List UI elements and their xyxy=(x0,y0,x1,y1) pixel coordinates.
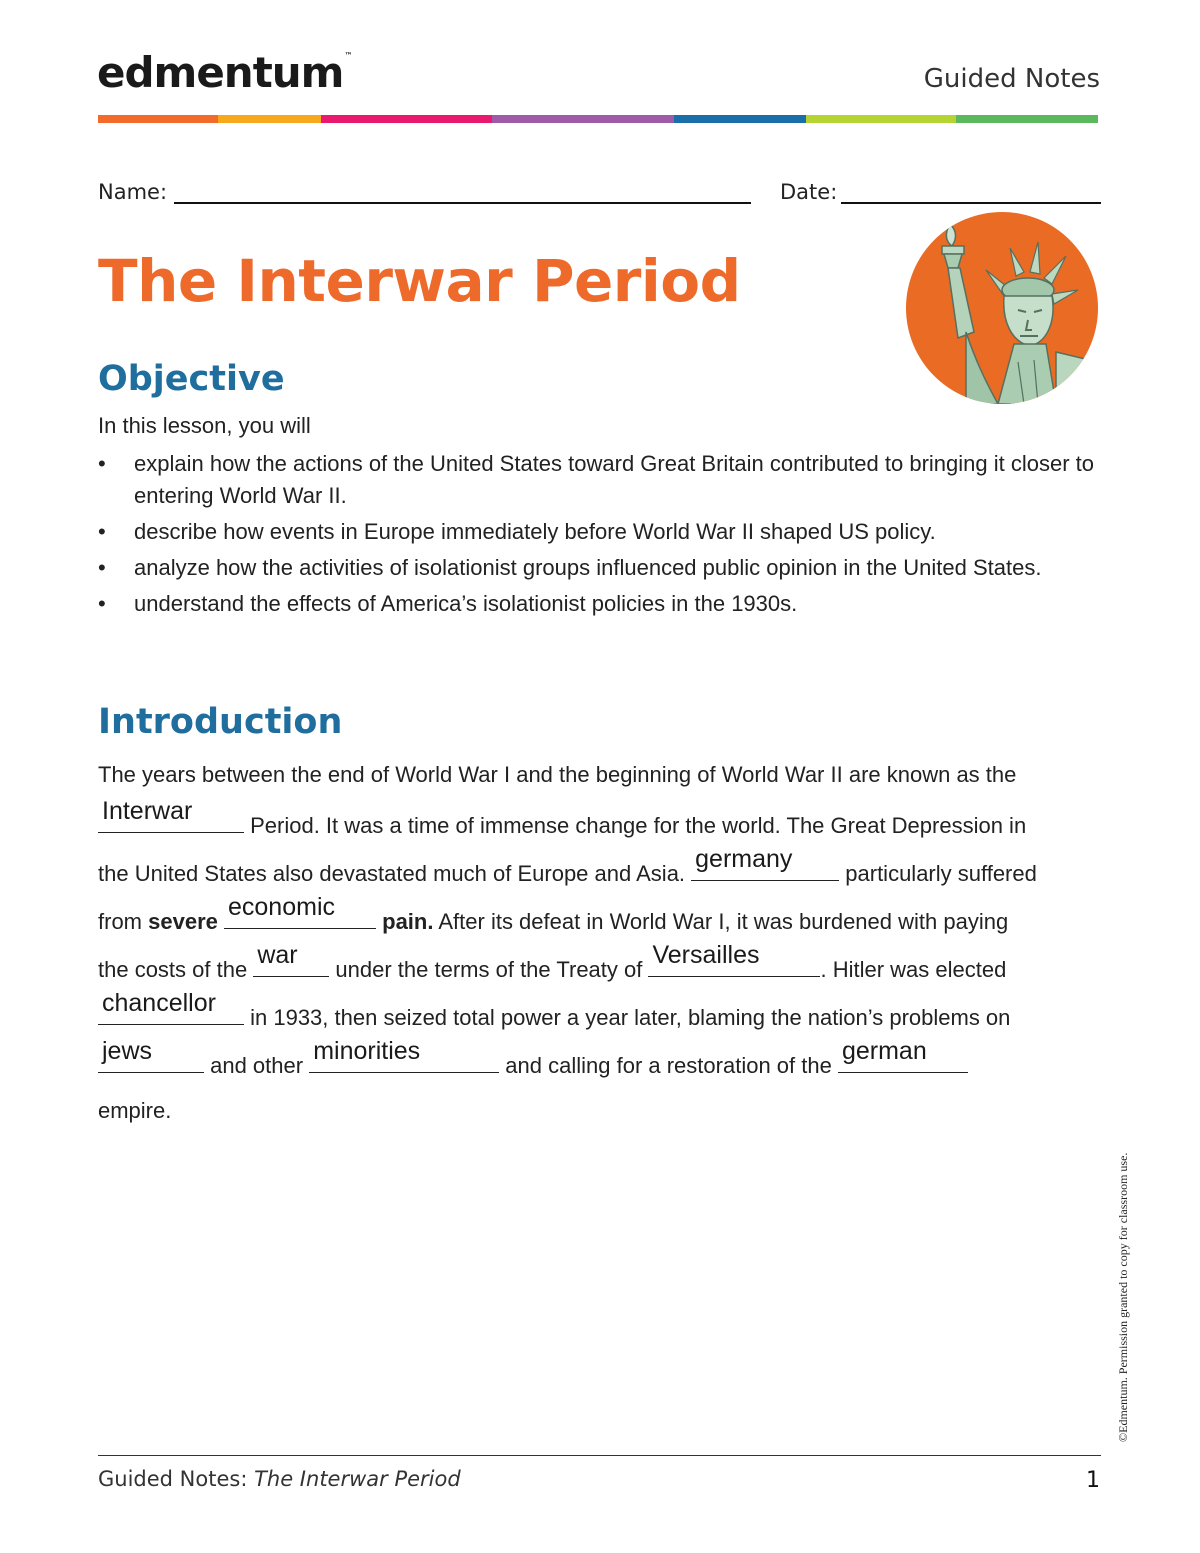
list-item: • explain how the actions of the United States toward Great Britain contributed to bringing it closer to entering World War II. xyxy=(98,448,1098,512)
footer-label: Guided Notes: The Interwar Period xyxy=(98,1467,461,1491)
edmentum-logo: edmentum™ xyxy=(97,48,353,97)
intro-line-5: the costs of the war under the terms of the Treaty of Versailles . Hitler was elected xyxy=(98,941,1007,982)
date-label: Date: xyxy=(780,180,838,204)
header-color-bar xyxy=(98,115,1098,123)
answer-blank[interactable]: Interwar xyxy=(98,810,244,833)
page-title: The Interwar Period xyxy=(98,247,741,315)
intro-line-3: the United States also devastated much of Europe and Asia. germany particularly suffered xyxy=(98,845,1037,886)
answer-blank[interactable]: minorities xyxy=(309,1050,499,1073)
answer-blank[interactable]: germany xyxy=(691,858,839,881)
page-number: 1 xyxy=(1086,1468,1100,1493)
objective-list xyxy=(98,448,1098,624)
answer-blank[interactable]: Versailles xyxy=(648,954,820,977)
answer-blank[interactable]: war xyxy=(253,954,329,977)
intro-line-2: Interwar Period. It was a time of immense change for the world. The Great Depression in xyxy=(98,810,1108,858)
objective-heading: Objective xyxy=(98,359,285,399)
list-item: • understand the effects of America’s isolationist policies in the 1930s. xyxy=(98,588,1098,620)
intro-line-4: from severe economic pain. After its defeat in World War I, it was burdened with paying xyxy=(98,893,1009,934)
answer-blank[interactable]: economic xyxy=(224,906,376,929)
intro-line-1: The years between the end of World War I and the beginning of World War II are known as the xyxy=(98,762,1017,787)
intro-line-7: jews and other minorities and calling for a restoration of the german xyxy=(98,1050,1108,1098)
answer-blank[interactable]: jews xyxy=(98,1050,204,1073)
objective-lead: In this lesson, you will xyxy=(98,413,311,438)
name-field[interactable] xyxy=(174,202,751,204)
answer-blank[interactable]: german xyxy=(838,1050,968,1073)
list-item: • describe how events in Europe immediately before World War II shaped US policy. xyxy=(98,516,1098,548)
header-label: Guided Notes xyxy=(923,64,1100,94)
introduction-heading: Introduction xyxy=(98,702,343,742)
footer-divider xyxy=(98,1455,1101,1456)
date-field[interactable] xyxy=(841,202,1101,204)
copyright-notice: ©Edmentum. Permission granted to copy for classroom use. xyxy=(1116,1152,1130,1442)
statue-of-liberty-icon xyxy=(906,212,1098,404)
answer-blank[interactable]: chancellor xyxy=(98,1002,244,1025)
intro-line-8: empire. xyxy=(98,1098,172,1123)
name-label: Name: xyxy=(98,180,168,204)
list-item: • analyze how the activities of isolationist groups influenced public opinion in the United States. xyxy=(98,552,1098,584)
intro-line-6: chancellor in 1933, then seized total power a year later, blaming the nation’s problems on xyxy=(98,1002,1108,1050)
